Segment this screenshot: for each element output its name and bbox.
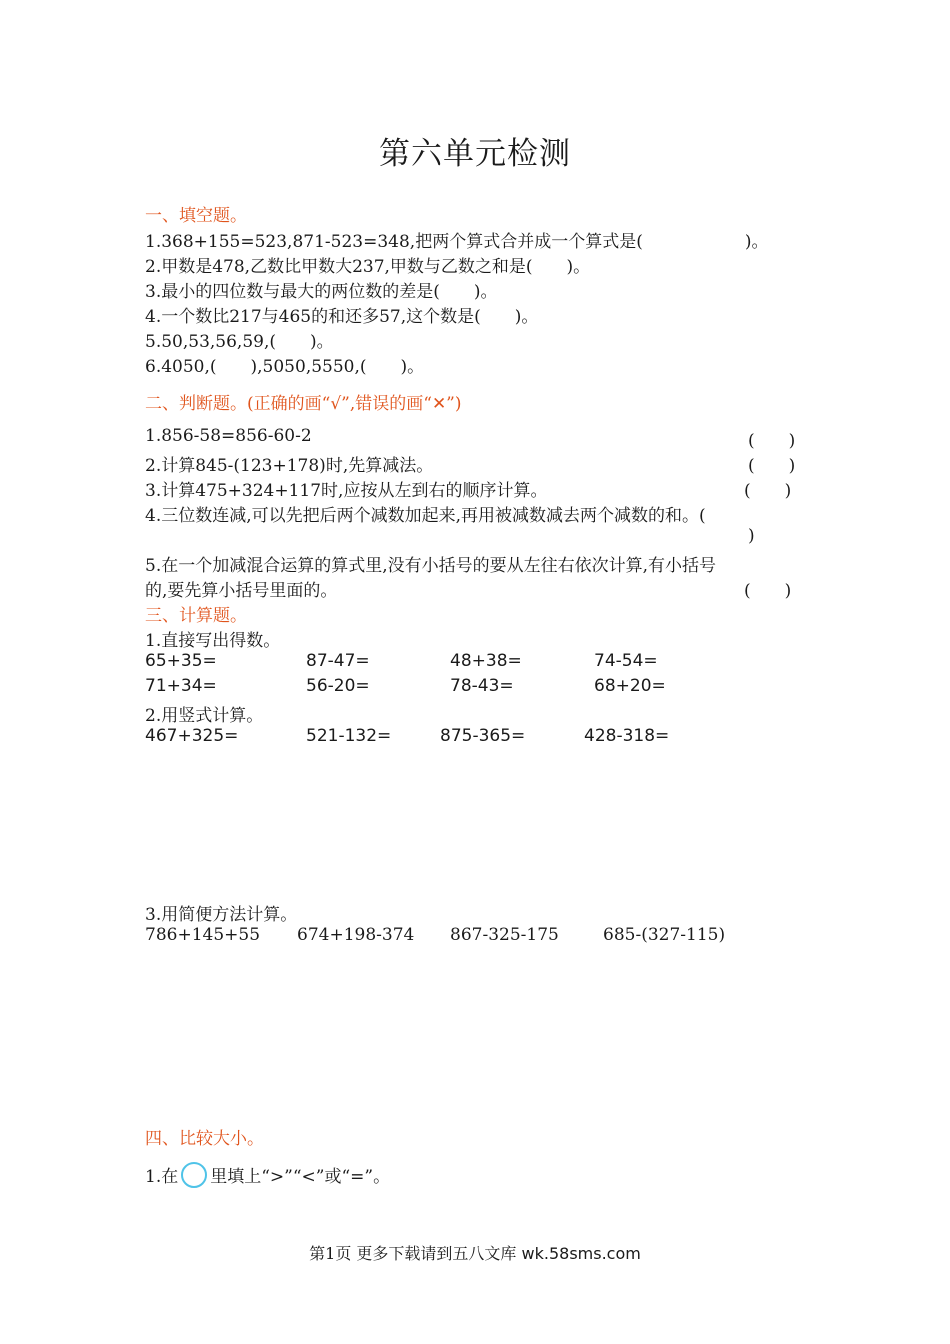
circle-icon — [181, 1162, 207, 1188]
calc-q1: 1.直接写出得数。 — [145, 631, 281, 651]
compare-q1-prefix: 1.在 — [145, 1167, 179, 1187]
answer-paren-2: ( ) — [748, 456, 796, 476]
judge-item-3: 3.计算475+324+117时,应按从左到右的顺序计算。 — [145, 481, 548, 501]
footer-url: wk.58sms.com — [521, 1244, 641, 1263]
oral-calc-2: 87-47= — [306, 651, 370, 671]
fill-item-2: 2.甲数是478,乙数比甲数大237,甲数与乙数之和是( )。 — [145, 257, 591, 277]
judge-item-5-line1: 5.在一个加减混合运算的算式里,没有小括号的要从左往右依次计算,有小括号 — [145, 556, 717, 576]
section-1-heading: 一、填空题。 — [145, 206, 247, 226]
oral-calc-7: 78-43= — [450, 676, 514, 696]
oral-calc-1: 65+35= — [145, 651, 217, 671]
compare-q1 — [145, 1162, 390, 1188]
judge-item-1: 1.856-58=856-60-2 — [145, 426, 312, 446]
calc-q3: 3.用简便方法计算。 — [145, 905, 298, 925]
page-title: 第六单元检测 — [379, 136, 571, 172]
answer-paren-3: ( ) — [744, 481, 792, 501]
simple-calc-3: 867-325-175 — [450, 925, 559, 945]
fill-item-1: 1.368+155=523,871-523=348,把两个算式合并成一个算式是( )。 — [145, 232, 769, 252]
oral-calc-3: 48+38= — [450, 651, 522, 671]
simple-calc-1: 786+145+55 — [145, 925, 261, 945]
section-2-heading: 二、判断题。(正确的画“√”,错误的画“✕”) — [145, 394, 462, 414]
oral-calc-4: 74-54= — [594, 651, 658, 671]
simple-calc-4: 685-(327-115) — [603, 925, 726, 945]
answer-paren-4-close: ) — [748, 526, 755, 546]
section-4-heading: 四、比较大小。 — [145, 1129, 264, 1149]
page-footer — [0, 1241, 950, 1264]
oral-calc-8: 68+20= — [594, 676, 666, 696]
compare-q1-suffix: 里填上“>”“<”或“=”。 — [210, 1167, 391, 1187]
vertical-calc-3: 875-365= — [440, 726, 526, 746]
calc-q2: 2.用竖式计算。 — [145, 706, 264, 726]
fill-item-3: 3.最小的四位数与最大的两位数的差是( )。 — [145, 282, 498, 302]
fill-item-6: 6.4050,( ),5050,5550,( )。 — [145, 357, 425, 377]
section-3-heading: 三、计算题。 — [145, 606, 247, 626]
footer-text: 第1页 更多下载请到五八文库 — [309, 1244, 517, 1263]
oral-calc-6: 56-20= — [306, 676, 370, 696]
answer-paren-1: ( ) — [748, 431, 796, 451]
vertical-calc-2: 521-132= — [306, 726, 392, 746]
judge-item-2: 2.计算845-(123+178)时,先算减法。 — [145, 456, 434, 476]
answer-paren-5: ( ) — [744, 581, 792, 601]
judge-item-4: 4.三位数连减,可以先把后两个减数加起来,再用被减数减去两个减数的和。( — [145, 506, 706, 526]
fill-item-5: 5.50,53,56,59,( )。 — [145, 332, 334, 352]
simple-calc-2: 674+198-374 — [297, 925, 415, 945]
vertical-calc-1: 467+325= — [145, 726, 239, 746]
judge-item-5-line2: 的,要先算小括号里面的。 — [145, 581, 338, 601]
fill-item-4: 4.一个数比217与465的和还多57,这个数是( )。 — [145, 307, 539, 327]
oral-calc-5: 71+34= — [145, 676, 217, 696]
vertical-calc-4: 428-318= — [584, 726, 670, 746]
